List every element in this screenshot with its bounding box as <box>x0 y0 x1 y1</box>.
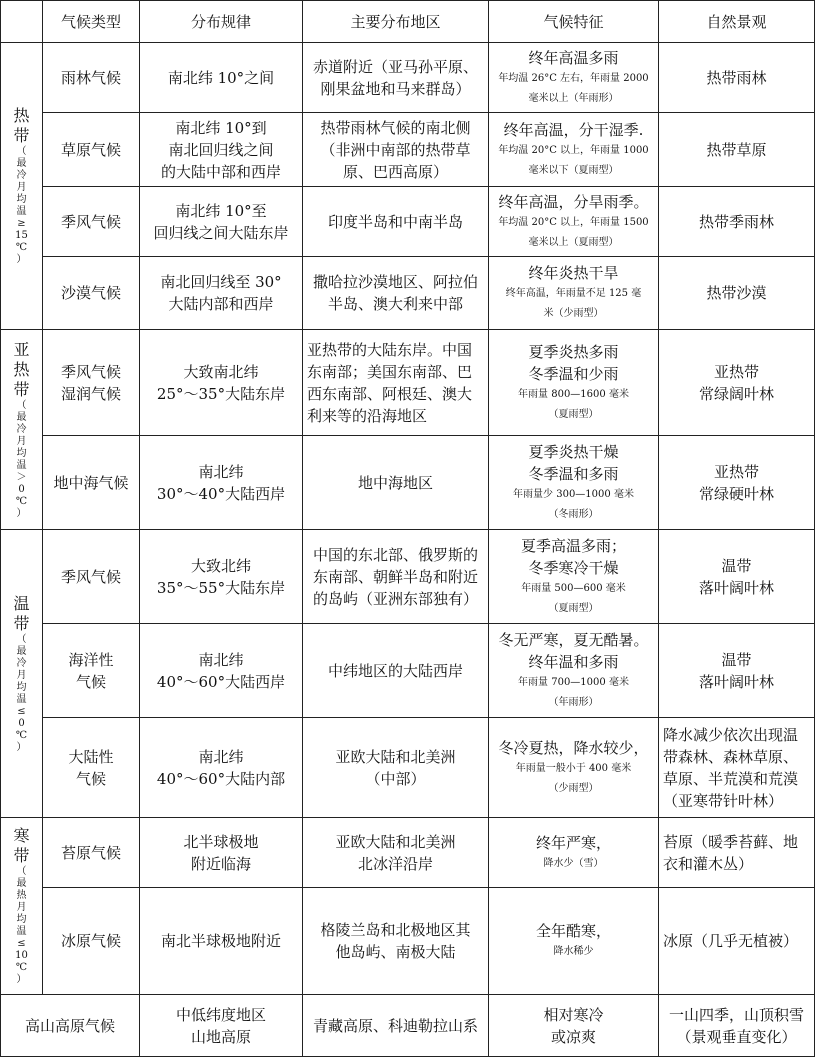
zone-criterion-char: 冷 <box>16 423 27 435</box>
cell-line: 落叶阔叶林 <box>698 672 774 691</box>
cell-line: 地中海地区 <box>357 473 433 492</box>
zone-criterion-char: ） <box>16 507 27 519</box>
table-row <box>1 995 815 1057</box>
distribution-cell <box>140 187 303 257</box>
cell-line: 终年高温多雨 <box>528 48 619 67</box>
feature-detail-line: 年均温 26°C 左右，年雨量 2000 <box>498 72 649 84</box>
cell-line: 相对寒冷 <box>543 1005 604 1024</box>
zone-criterion-char: 均 <box>16 681 27 693</box>
cell-line: 草原、半荒漠和荒漠 <box>663 769 799 788</box>
cell-line: 苔原气候 <box>60 843 121 862</box>
zone-criterion-char: 最 <box>16 158 27 169</box>
regions-cell <box>303 530 489 624</box>
distribution-cell <box>140 330 303 436</box>
zone-criterion-char: 10 <box>15 950 28 961</box>
zone-name-char: 热 <box>13 359 30 379</box>
cell-line: 东南部、朝鲜半岛和附近 <box>312 567 478 586</box>
cell-line: 40°～60°大陆西岸 <box>156 672 286 691</box>
features-cell <box>489 624 659 718</box>
regions-cell <box>303 113 489 187</box>
climate-type-cell <box>1 995 140 1057</box>
zone-criterion-char: ＞ <box>16 471 27 483</box>
feature-detail-line: 年雨量 800—1600 毫米 <box>518 388 629 400</box>
cell-line: 南北纬 <box>198 462 244 481</box>
table-row <box>1 257 815 330</box>
zone-criterion-char: （ <box>16 399 27 411</box>
features-cell <box>489 43 659 113</box>
cell-line: （中部） <box>365 769 426 788</box>
zone-criterion-char: ℃ <box>15 242 28 253</box>
cell-line: 南北纬 10°至 <box>175 201 267 220</box>
cell-line: 沙漠气候 <box>60 284 121 302</box>
feature-detail-line: 降水稀少 <box>553 946 594 957</box>
features-cell <box>489 436 659 530</box>
zone-name-char: 带 <box>13 846 30 865</box>
zone-frigid <box>1 818 43 995</box>
zone-criterion-char: ℃ <box>15 495 28 507</box>
zone-criterion-char: 温 <box>16 693 27 705</box>
climate-type-cell <box>43 330 140 436</box>
features-cell <box>489 818 659 888</box>
zone-criterion-char: 温 <box>16 206 27 217</box>
zone-criterion-char: 15 <box>15 230 28 241</box>
cell-line: 地中海气候 <box>53 473 129 492</box>
landscape-cell <box>659 436 815 530</box>
zone-tropical <box>1 43 43 330</box>
cell-line: 常绿阔叶林 <box>698 384 774 403</box>
zone-criterion-char: 最 <box>16 411 27 423</box>
cell-line: 冬无严寒，夏无酷暑。 <box>498 630 649 649</box>
cell-line: 大陆内部和西岸 <box>168 295 274 313</box>
cell-line: 亚热带 <box>713 362 759 381</box>
cell-line: 冰原（几乎无植被） <box>663 932 799 950</box>
distribution-cell <box>140 818 303 888</box>
cell-line: 南北回归线之间 <box>168 140 274 159</box>
regions-cell <box>303 436 489 530</box>
zone-criterion-char: 0 <box>18 483 25 495</box>
regions-cell <box>303 187 489 257</box>
zone-criterion-char: 最 <box>16 878 27 889</box>
zone-subtropical <box>1 330 43 530</box>
header-features: 气候特征 <box>489 1 659 43</box>
climate-type-cell <box>43 888 140 995</box>
table-row <box>1 43 815 113</box>
feature-detail-line: 终年高温，年雨量不足 125 毫 <box>505 288 642 299</box>
cell-line: 南北半球极地附近 <box>160 932 281 950</box>
cell-line: 西东南部、阿根廷、澳大 <box>307 384 473 403</box>
feature-detail-line: 毫米以上（年雨形） <box>528 92 619 104</box>
table-row <box>1 530 815 624</box>
zone-criterion-char: ≤ <box>17 705 26 717</box>
distribution-cell <box>140 43 303 113</box>
cell-line: 北冰洋沿岸 <box>357 854 433 873</box>
cell-line: 季风气候 <box>60 212 121 231</box>
climate-type-cell <box>43 530 140 624</box>
cell-line: 气候 <box>75 769 106 788</box>
header-zone-corner <box>1 1 43 43</box>
features-cell <box>489 257 659 330</box>
feature-detail-line: （夏雨型） <box>548 408 599 420</box>
cell-line: 印度半岛和中南半岛 <box>327 212 463 231</box>
feature-detail-line: 降水少（雪） <box>543 857 604 869</box>
zone-criterion-char: 月 <box>16 902 27 913</box>
zone-name-char: 温 <box>13 593 30 613</box>
cell-line: 热带沙漠 <box>706 284 767 302</box>
cell-line: 或凉爽 <box>550 1027 596 1046</box>
cell-line: 大致北纬 <box>190 556 251 575</box>
zone-criterion-char: ≤ <box>17 938 26 949</box>
distribution-cell <box>140 257 303 330</box>
header-landscape: 自然景观 <box>659 1 815 43</box>
table-row <box>1 187 815 257</box>
zone-name-char: 热 <box>13 106 30 125</box>
zone-criterion-char: 均 <box>16 914 27 925</box>
cell-line: 的岛屿（亚洲东部独有） <box>312 589 478 608</box>
feature-detail-line: （少雨型） <box>548 782 599 794</box>
regions-cell <box>303 257 489 330</box>
climate-type-cell <box>43 718 140 818</box>
table-row <box>1 624 815 718</box>
cell-line: 降水减少依次出现温 <box>663 725 799 744</box>
zone-criterion-char: ℃ <box>15 962 28 973</box>
features-cell <box>489 187 659 257</box>
zone-criterion-char: ） <box>16 254 27 265</box>
distribution-cell <box>140 436 303 530</box>
climate-type-cell <box>43 436 140 530</box>
cell-line: 中国的东北部、俄罗斯的 <box>312 545 478 564</box>
landscape-cell <box>659 818 815 888</box>
cell-line: 原、巴西高原） <box>342 162 448 181</box>
table-row <box>1 818 815 888</box>
header-row <box>1 1 815 43</box>
cell-line: 草原气候 <box>60 140 121 159</box>
zone-criterion-char: （ <box>16 633 27 645</box>
cell-line: 温带 <box>721 650 752 669</box>
cell-line: 中纬地区的大陆西岸 <box>327 661 463 680</box>
cell-line: 35°～55°大陆东岸 <box>156 578 286 597</box>
zone-criterion-char: ） <box>16 974 27 985</box>
cell-line: （景观垂直变化） <box>676 1027 797 1046</box>
cell-line: 赤道附近（亚马孙平原、 <box>312 57 478 76</box>
cell-line: 半岛、澳大利来中部 <box>327 295 463 313</box>
cell-line: 终年温和多雨 <box>528 652 619 671</box>
zone-criterion-char: 月 <box>16 435 27 447</box>
cell-line: 他岛屿、南极大陆 <box>335 943 456 961</box>
cell-line: 南北纬 10°到 <box>175 118 267 137</box>
landscape-cell <box>659 43 815 113</box>
cell-line: 温带 <box>721 556 752 575</box>
distribution-cell <box>140 113 303 187</box>
cell-line: 南北纬 10°之间 <box>167 68 275 87</box>
cell-line: 亚热带 <box>713 462 759 481</box>
regions-cell <box>303 624 489 718</box>
cell-line: 落叶阔叶林 <box>698 578 774 597</box>
features-cell <box>489 888 659 995</box>
header-distribution: 分布规律 <box>140 1 303 43</box>
zone-criterion-char: ℃ <box>15 729 28 741</box>
cell-line: 海洋性 <box>68 650 114 669</box>
cell-line: 热带季雨林 <box>698 212 774 231</box>
regions-cell <box>303 718 489 818</box>
cell-line: 冬季寒冷干燥 <box>528 558 619 577</box>
zone-criterion-char: 冷 <box>16 170 27 181</box>
cell-line: 一山四季，山顶积雪 <box>668 1005 804 1024</box>
feature-detail-line: 年雨量一般小于 400 毫米 <box>515 762 632 774</box>
zone-name-char: 亚 <box>13 339 30 359</box>
landscape-cell <box>659 330 815 436</box>
zone-criterion-char: 温 <box>16 926 27 937</box>
zone-criterion-char: ≥ <box>17 218 26 229</box>
features-cell <box>489 530 659 624</box>
feature-detail-line: 年雨量 500—600 毫米 <box>521 582 626 594</box>
feature-detail-line: （冬雨形） <box>548 508 599 520</box>
zone-criterion-char: 均 <box>16 447 27 459</box>
feature-detail-line: 米（少雨型） <box>543 308 604 319</box>
cell-line: 南北纬 <box>198 747 244 766</box>
distribution-cell <box>140 530 303 624</box>
cell-line: 终年严寒， <box>535 833 611 852</box>
cell-line: 格陵兰岛和北极地区其 <box>320 921 471 939</box>
cell-line: 全年酷寒， <box>535 922 611 940</box>
landscape-cell <box>659 113 815 187</box>
climate-type-cell <box>43 257 140 330</box>
features-cell <box>489 330 659 436</box>
cell-line: 夏季炎热干燥 <box>528 442 619 461</box>
zone-criterion-char: （ <box>16 146 27 157</box>
cell-line: 北半球极地 <box>183 832 259 851</box>
cell-line: 利来等的沿海地区 <box>307 406 428 425</box>
regions-cell <box>303 818 489 888</box>
zone-criterion-char: 冷 <box>16 657 27 669</box>
climate-type-cell <box>43 818 140 888</box>
cell-line: 亚热带的大陆东岸。中国 <box>307 340 473 359</box>
cell-line: 中低纬度地区 <box>175 1005 266 1024</box>
feature-detail-line: 年雨量 700—1000 毫米 <box>518 676 629 688</box>
feature-detail-line: 年雨量少 300—1000 毫米 <box>513 488 634 500</box>
cell-line: 青藏高原、科迪勒拉山系 <box>312 1016 478 1035</box>
climate-type-cell <box>43 187 140 257</box>
cell-line: 夏季高温多雨； <box>520 536 626 555</box>
cell-line: 的大陆中部和西岸 <box>160 162 281 181</box>
regions-cell <box>303 995 489 1057</box>
regions-cell <box>303 888 489 995</box>
cell-line: 亚欧大陆和北美洲 <box>335 832 456 851</box>
zone-name-char: 带 <box>13 126 30 145</box>
cell-line: 夏季炎热多雨 <box>528 342 619 361</box>
landscape-cell <box>659 718 815 818</box>
zone-criterion-char: （ <box>16 866 27 877</box>
table-row <box>1 718 815 818</box>
landscape-cell <box>659 530 815 624</box>
cell-line: 冰原气候 <box>60 932 121 950</box>
cell-line: 南北回归线至 30° <box>160 273 282 291</box>
zone-temperate <box>1 530 43 818</box>
cell-line: 苔原（暖季苔藓、地 <box>663 832 799 851</box>
landscape-cell <box>659 257 815 330</box>
cell-line: 大陆性 <box>68 747 114 766</box>
table-row <box>1 436 815 530</box>
cell-line: （非洲中南部的热带草 <box>320 140 471 159</box>
cell-line: 带森林、森林草原、 <box>663 747 799 766</box>
cell-line: 常绿硬叶林 <box>698 484 774 503</box>
landscape-cell <box>659 624 815 718</box>
cell-line: 高山高原气候 <box>24 1016 115 1035</box>
cell-line: 气候 <box>75 672 106 691</box>
features-cell <box>489 113 659 187</box>
distribution-cell <box>140 888 303 995</box>
header-climate-type: 气候类型 <box>43 1 140 43</box>
cell-line: 热带雨林气候的南北侧 <box>320 118 471 137</box>
landscape-cell <box>659 187 815 257</box>
cell-line: 40°～60°大陆内部 <box>156 769 286 788</box>
cell-line: 季风气候 <box>60 362 121 381</box>
cell-line: 东南部；美国东南部、巴 <box>307 362 473 381</box>
zone-criterion-char: 月 <box>16 182 27 193</box>
cell-line: 热带雨林 <box>706 68 767 87</box>
zone-name-char: 带 <box>13 379 30 399</box>
features-cell <box>489 995 659 1057</box>
cell-line: 热带草原 <box>706 140 767 159</box>
table-row <box>1 113 815 187</box>
regions-cell <box>303 43 489 113</box>
distribution-cell <box>140 624 303 718</box>
cell-line: 大致南北纬 <box>183 362 259 381</box>
cell-line: 刚果盆地和马来群岛） <box>320 79 471 98</box>
cell-line: 衣和灌木丛） <box>663 854 754 873</box>
distribution-cell <box>140 718 303 818</box>
cell-line: 季风气候 <box>60 567 121 586</box>
cell-line: 25°～35°大陆东岸 <box>156 384 286 403</box>
table-row <box>1 888 815 995</box>
distribution-cell <box>140 995 303 1057</box>
regions-cell <box>303 330 489 436</box>
zone-criterion-char: 月 <box>16 669 27 681</box>
cell-line: 冬季温和多雨 <box>528 464 619 483</box>
zone-criterion-char: ） <box>16 741 27 753</box>
feature-detail-line: 年均温 20°C 以上，年雨量 1000 <box>498 144 649 156</box>
zone-criterion-char: 0 <box>18 717 25 729</box>
feature-detail-line: 毫米以下（夏雨型） <box>528 164 619 176</box>
zone-name-char: 带 <box>13 613 30 633</box>
zone-criterion-char: 热 <box>16 890 27 901</box>
cell-line: 亚欧大陆和北美洲 <box>335 747 456 766</box>
landscape-cell <box>659 888 815 995</box>
zone-criterion-char: 均 <box>16 194 27 205</box>
cell-line: 撒哈拉沙漠地区、阿拉伯 <box>312 273 478 291</box>
features-cell <box>489 718 659 818</box>
feature-detail-line: 毫米以上（夏雨型） <box>528 236 619 248</box>
cell-line: （亚寒带针叶林） <box>663 791 784 810</box>
cell-line: 终年炎热干旱 <box>528 264 619 282</box>
zone-name-char: 寒 <box>13 826 30 845</box>
cell-line: 山地高原 <box>190 1027 251 1046</box>
cell-line: 终年高温，分干湿季. <box>503 120 644 139</box>
table-row <box>1 330 815 436</box>
cell-line: 冬冷夏热，降水较少， <box>498 738 649 757</box>
cell-line: 附近临海 <box>190 854 251 873</box>
cell-line: 30°～40°大陆西岸 <box>156 484 286 503</box>
cell-line: 终年高温，分旱雨季。 <box>498 192 649 211</box>
feature-detail-line: （夏雨型） <box>548 602 599 614</box>
cell-line: 南北纬 <box>198 650 244 669</box>
climate-type-cell <box>43 43 140 113</box>
zone-criterion-char: 最 <box>16 645 27 657</box>
feature-detail-line: 年均温 20°C 以上，年雨量 1500 <box>498 216 649 228</box>
cell-line: 湿润气候 <box>60 384 121 403</box>
header-regions: 主要分布地区 <box>303 1 489 43</box>
feature-detail-line: （年雨形） <box>548 696 599 708</box>
cell-line: 回归线之间大陆东岸 <box>153 223 289 242</box>
landscape-cell <box>659 995 815 1057</box>
cell-line: 冬季温和少雨 <box>528 364 619 383</box>
climate-type-cell <box>43 113 140 187</box>
climate-type-cell <box>43 624 140 718</box>
zone-criterion-char: 温 <box>16 459 27 471</box>
cell-line: 雨林气候 <box>60 68 121 87</box>
